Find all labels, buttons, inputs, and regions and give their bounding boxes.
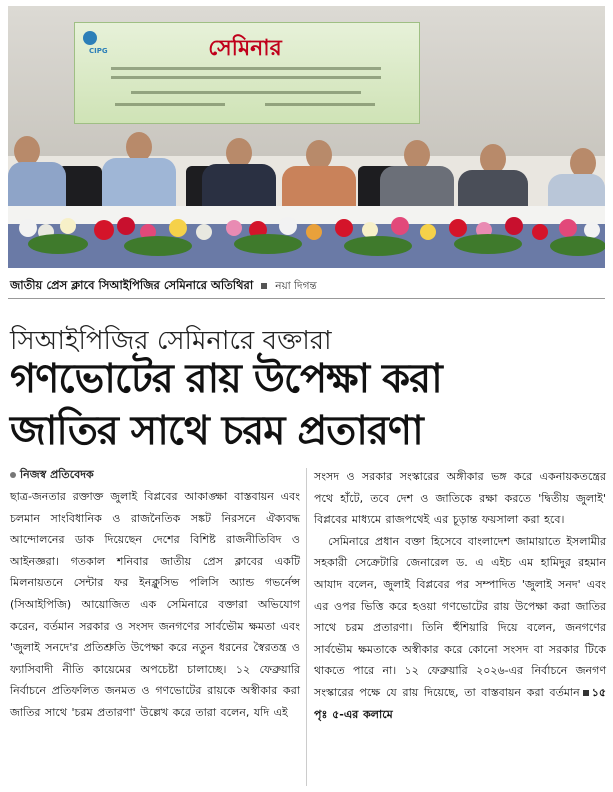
headline-line-2: জাতির সাথে চরম প্রতারণা: [10, 408, 423, 454]
byline: [10, 466, 94, 485]
flower-arrangement: [8, 206, 605, 268]
paragraph: সংসদ ও সরকার সংস্কারের অঙ্গীকার ভঙ্গ করে একনায়কতন্ত্রের পথে হাঁটে, তবে দেশ ও জাতিকে রক্ষা করতে 'দ্বিতীয় জুলাই' বিপ্লবের মাধ্যমে রাজপথেই এর চূড়ান্ত ফয়সালা করা হবে।: [314, 470, 606, 527]
banner-text-line: [265, 103, 375, 106]
headline-line-1: গণভোটের রায় উপেক্ষা করা: [10, 356, 442, 402]
banner-text-line: [111, 76, 381, 79]
banner-text-line: [111, 67, 381, 70]
byline-text: নিজস্ব প্রতিবেদক: [20, 468, 94, 481]
article-column-1: [10, 486, 300, 724]
paragraph: ছাত্র-জনতার রক্তাক্ত জুলাই বিপ্লবের আকাঙ্ক্ষা বাস্তবায়ন এবং চলমান সাংবিধানিক ও রাজনৈতিক সঙ্কট নিরসনে ঐক্যবদ্ধ আন্দোলনের ডাক দিয়েছেন দেশের বিশিষ্ট রাজনীতিবিদ ও আইনজ্ঞরা। গতকাল শনিবার জাতীয় প্রেস ক্লাবের একটি মিলনায়তনে সেন্টার ফর ইনক্লুসিভ পলিসি অ্যান্ড গভর্নেন্স (সিআইপিজি) আয়োজিত এক সেমিনারে বক্তারা অভিযোগ করেন, বর্তমান সরকার ও সংসদ জনগণের সার্বভৌম ক্ষমতা এবং 'জুলাই সনদে'র প্রতিশ্রুতি উপেক্ষা করে নতুন ধরনের স্বৈরতন্ত্র ও ফ্যাসিবাদী নীতি কায়েমের অপচেষ্টা চালাচ্ছে। ১২ ফেব্রুয়ারি নির্বাচনে প্রতিফলিত জনমত ও গণভোটের রায়কে অস্বীকার করা জাতির সাথে 'চরম প্রতারণা' উল্লেখ করে তারা বলেন, যদি এই: [10, 490, 300, 719]
photo-caption: [10, 277, 317, 296]
caption-source: নয়া দিগন্ত: [275, 280, 317, 292]
cipg-logo-icon: [83, 31, 97, 45]
column-divider: [306, 468, 307, 786]
banner-text-line: [131, 91, 361, 94]
caption-text: জাতীয় প্রেস ক্লাবে সিআইপিজির সেমিনারে অতিথিরা: [10, 278, 254, 292]
seminar-banner: [74, 22, 420, 124]
banner-title: সেমিনার: [208, 35, 282, 61]
continued-jump-link[interactable]: ১৫ পৃঃ ৫-এর কলামে: [314, 685, 606, 721]
cipg-logo-text: CIPG: [89, 47, 108, 55]
caption-square-icon: [261, 283, 267, 289]
byline-bullet-icon: [10, 472, 16, 478]
paragraph: [314, 531, 606, 725]
jump-square-icon: [583, 690, 589, 696]
article-column-2: [314, 466, 606, 725]
seminar-photo: [8, 6, 605, 268]
divider-rule: [8, 298, 605, 299]
banner-text-line: [115, 103, 225, 106]
paragraph-text: সেমিনারে প্রধান বক্তা হিসেবে বাংলাদেশ জামায়াতে ইসলামীর সহকারী সেক্রেটারি জেনারেল ড. এ এইচ এম হামিদুর রহমান আযাদ বলেন, জুলাই বিপ্লবের পর সম্পাদিত 'জুলাই সনদ' এবং এর ওপর ভিত্তি করে হওয়া গণভোটের রায় উপেক্ষা করা জাতির সাথে চরম প্রতারণা। তিনি হুঁশিয়ারি দিয়ে বলেন, জনগণের সার্বভৌম ক্ষমতাকে অস্বীকার করে কোনো সংসদ বা সরকার টিকে থাকতে পারে না। ১২ ফেব্রুয়ারি ২০২৬-এর নির্বাচনে জনগণ সংস্কারের পক্ষে যে রায় দিয়েছে, তা বাস্তবায়ন করা বর্তমান: [314, 534, 606, 699]
article-kicker: সিআইপিজির সেমিনারে বক্তারা: [10, 326, 332, 356]
